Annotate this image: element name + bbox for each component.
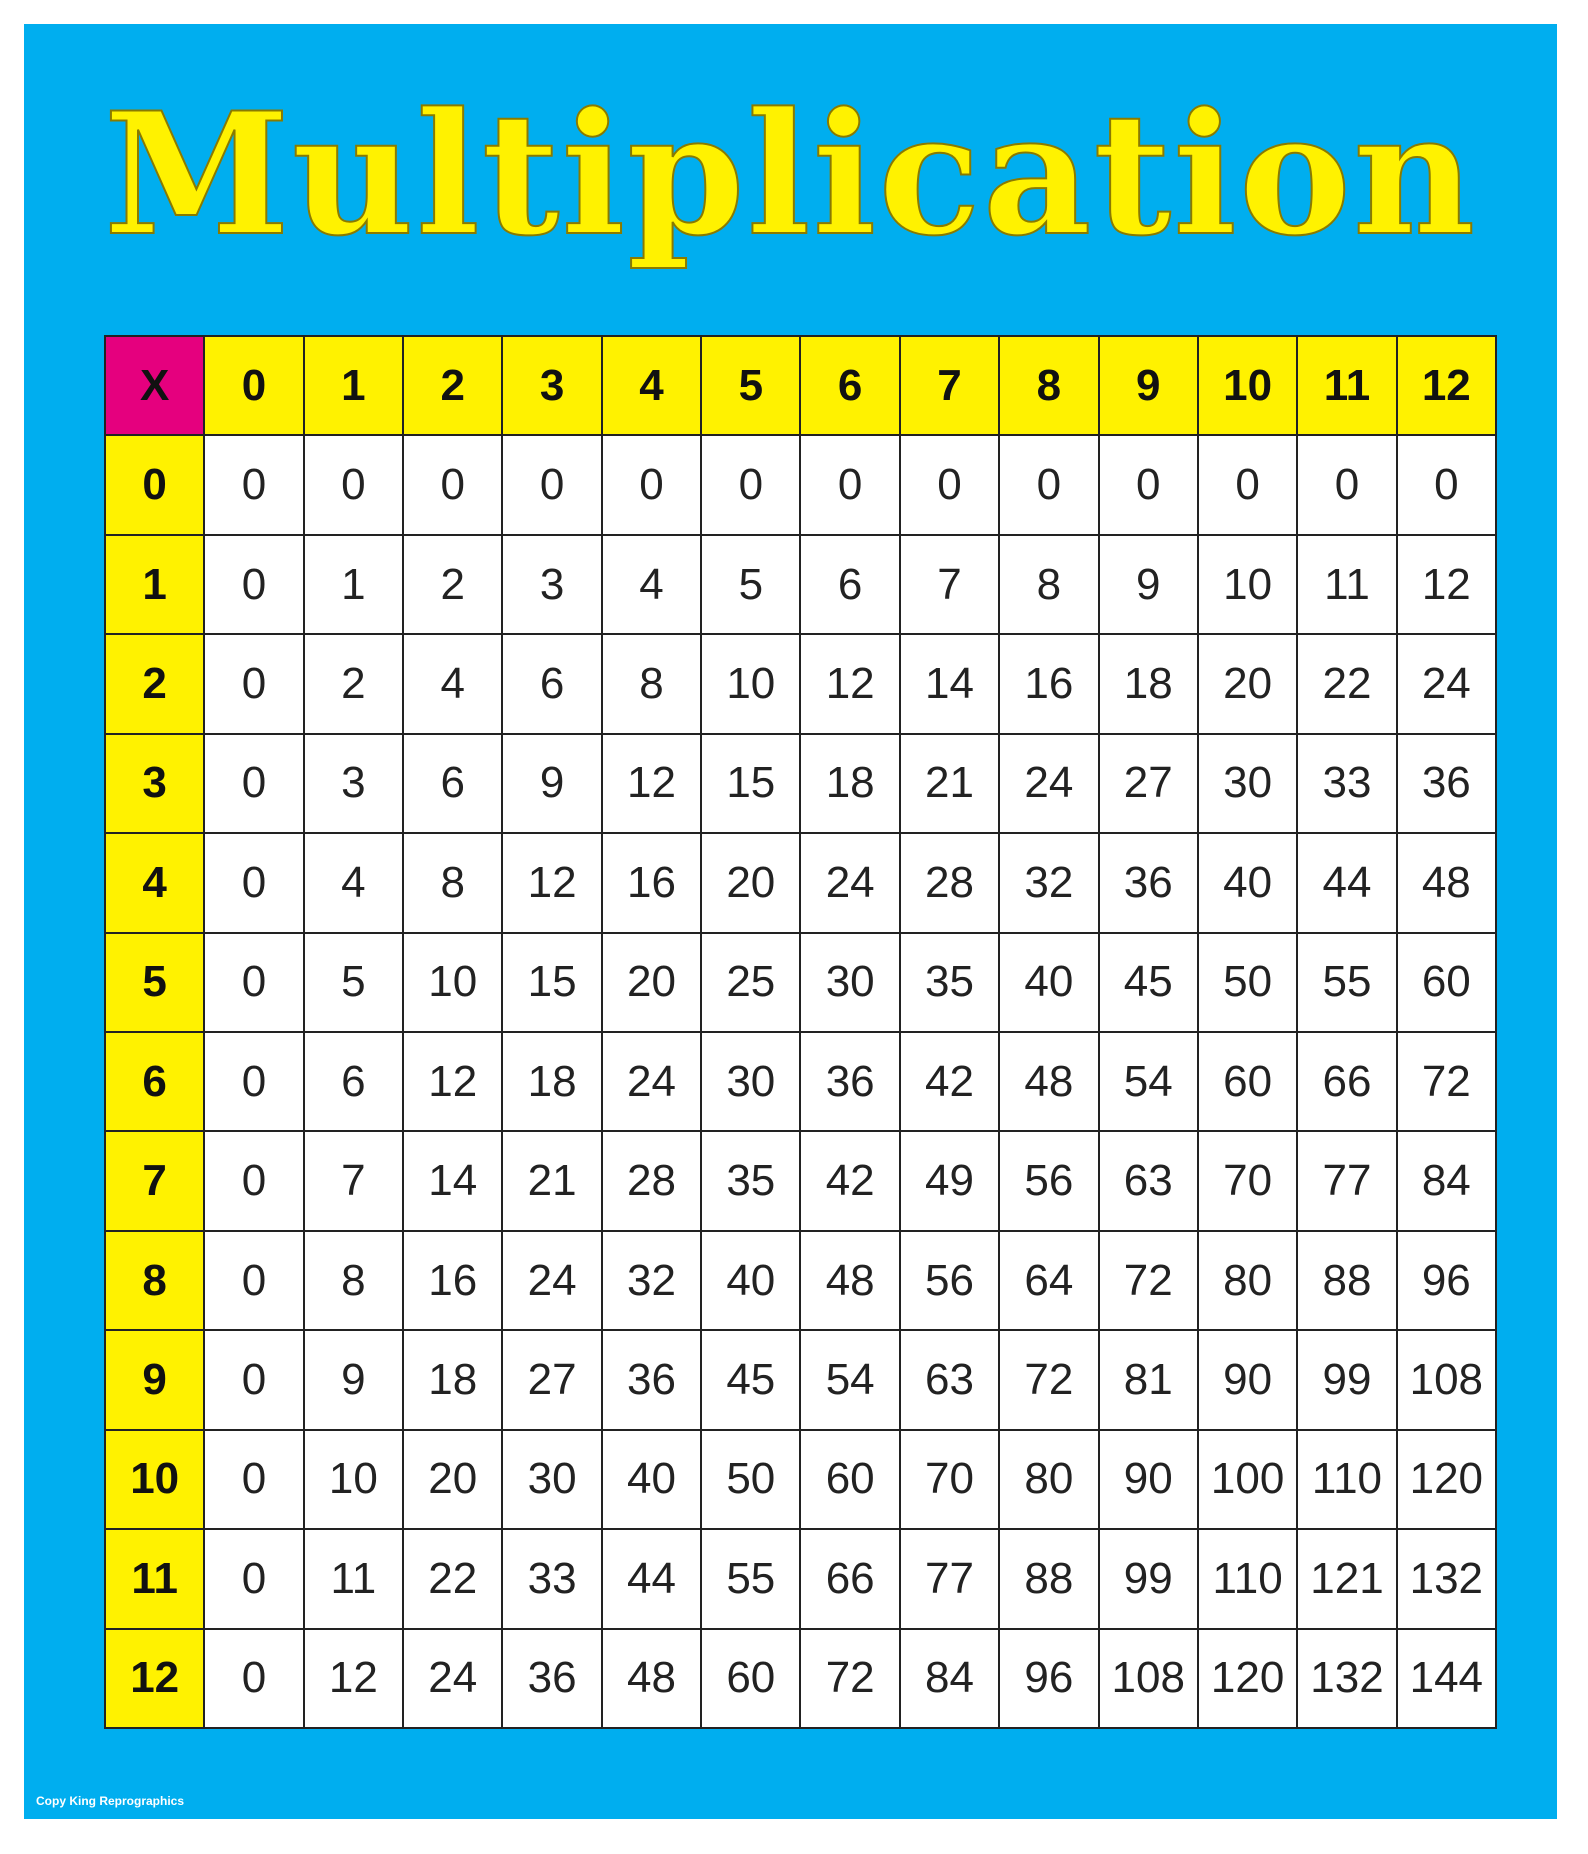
table-cell: 56 [901, 1232, 1000, 1331]
table-cell: 36 [1100, 834, 1199, 933]
row-header-12: 12 [106, 1630, 205, 1729]
table-cell: 72 [1398, 1033, 1497, 1132]
table-cell: 0 [1199, 436, 1298, 535]
table-cell: 15 [503, 934, 602, 1033]
table-cell: 18 [404, 1331, 503, 1430]
table-cell: 30 [1199, 735, 1298, 834]
table-cell: 108 [1100, 1630, 1199, 1729]
table-cell: 42 [801, 1132, 900, 1231]
table-cell: 0 [603, 436, 702, 535]
table-cell: 100 [1199, 1431, 1298, 1530]
row-header-2: 2 [106, 635, 205, 734]
column-header-11: 11 [1298, 337, 1397, 436]
table-cell: 70 [901, 1431, 1000, 1530]
table-cell: 9 [305, 1331, 404, 1430]
table-cell: 0 [503, 436, 602, 535]
table-cell: 0 [1100, 436, 1199, 535]
table-cell: 3 [305, 735, 404, 834]
table-cell: 40 [603, 1431, 702, 1530]
table-cell: 0 [205, 635, 304, 734]
row-header-7: 7 [106, 1132, 205, 1231]
table-cell: 24 [503, 1232, 602, 1331]
table-cell: 0 [205, 1033, 304, 1132]
table-cell: 33 [503, 1530, 602, 1629]
table-cell: 0 [1000, 436, 1099, 535]
table-cell: 33 [1298, 735, 1397, 834]
table-cell: 12 [1398, 536, 1497, 635]
table-cell: 28 [901, 834, 1000, 933]
table-cell: 90 [1199, 1331, 1298, 1430]
table-cell: 12 [603, 735, 702, 834]
table-cell: 6 [305, 1033, 404, 1132]
table-cell: 80 [1000, 1431, 1099, 1530]
table-cell: 5 [305, 934, 404, 1033]
table-cell: 36 [1398, 735, 1497, 834]
table-cell: 12 [801, 635, 900, 734]
table-cell: 0 [205, 1530, 304, 1629]
table-cell: 0 [205, 735, 304, 834]
table-cell: 9 [1100, 536, 1199, 635]
table-cell: 10 [305, 1431, 404, 1530]
table-cell: 50 [702, 1431, 801, 1530]
table-cell: 22 [404, 1530, 503, 1629]
table-cell: 14 [404, 1132, 503, 1231]
column-header-10: 10 [1199, 337, 1298, 436]
table-cell: 4 [603, 536, 702, 635]
row-header-3: 3 [106, 735, 205, 834]
table-cell: 18 [801, 735, 900, 834]
table-cell: 0 [205, 1232, 304, 1331]
table-cell: 55 [1298, 934, 1397, 1033]
table-cell: 132 [1398, 1530, 1497, 1629]
table-cell: 12 [503, 834, 602, 933]
table-cell: 25 [702, 934, 801, 1033]
table-cell: 4 [404, 635, 503, 734]
table-cell: 66 [1298, 1033, 1397, 1132]
table-cell: 55 [702, 1530, 801, 1629]
table-cell: 32 [1000, 834, 1099, 933]
row-header-9: 9 [106, 1331, 205, 1430]
table-cell: 0 [205, 934, 304, 1033]
table-cell: 64 [1000, 1232, 1099, 1331]
table-cell: 63 [1100, 1132, 1199, 1231]
table-cell: 72 [1100, 1232, 1199, 1331]
table-cell: 24 [1000, 735, 1099, 834]
table-cell: 21 [901, 735, 1000, 834]
table-cell: 0 [702, 436, 801, 535]
table-cell: 16 [404, 1232, 503, 1331]
table-cell: 0 [1398, 436, 1497, 535]
table-cell: 44 [603, 1530, 702, 1629]
table-cell: 96 [1000, 1630, 1099, 1729]
table-cell: 12 [404, 1033, 503, 1132]
table-cell: 12 [305, 1630, 404, 1729]
row-header-6: 6 [106, 1033, 205, 1132]
table-cell: 84 [1398, 1132, 1497, 1231]
table-cell: 99 [1100, 1530, 1199, 1629]
table-cell: 120 [1398, 1431, 1497, 1530]
table-cell: 40 [1000, 934, 1099, 1033]
row-header-4: 4 [106, 834, 205, 933]
column-header-2: 2 [404, 337, 503, 436]
table-cell: 16 [1000, 635, 1099, 734]
table-cell: 48 [603, 1630, 702, 1729]
table-cell: 28 [603, 1132, 702, 1231]
table-cell: 22 [1298, 635, 1397, 734]
table-cell: 50 [1199, 934, 1298, 1033]
table-cell: 11 [305, 1530, 404, 1629]
table-cell: 1 [305, 536, 404, 635]
table-cell: 21 [503, 1132, 602, 1231]
table-cell: 18 [1100, 635, 1199, 734]
table-cell: 54 [801, 1331, 900, 1430]
table-cell: 72 [801, 1630, 900, 1729]
table-cell: 30 [801, 934, 900, 1033]
table-cell: 0 [404, 436, 503, 535]
table-cell: 14 [901, 635, 1000, 734]
table-cell: 45 [702, 1331, 801, 1430]
column-header-9: 9 [1100, 337, 1199, 436]
table-cell: 0 [205, 536, 304, 635]
table-cell: 6 [503, 635, 602, 734]
table-cell: 27 [1100, 735, 1199, 834]
table-cell: 77 [1298, 1132, 1397, 1231]
table-cell: 88 [1298, 1232, 1397, 1331]
table-cell: 99 [1298, 1331, 1397, 1430]
table-cell: 15 [702, 735, 801, 834]
table-cell: 6 [801, 536, 900, 635]
table-cell: 8 [1000, 536, 1099, 635]
table-cell: 16 [603, 834, 702, 933]
table-cell: 5 [702, 536, 801, 635]
column-header-0: 0 [205, 337, 304, 436]
table-cell: 60 [801, 1431, 900, 1530]
table-cell: 0 [901, 436, 1000, 535]
table-cell: 6 [404, 735, 503, 834]
footer-credit: Copy King Reprographics [36, 1794, 185, 1808]
table-cell: 11 [1298, 536, 1397, 635]
multiplication-table [104, 335, 1497, 1729]
table-cell: 70 [1199, 1132, 1298, 1231]
table-cell: 10 [702, 635, 801, 734]
table-cell: 2 [305, 635, 404, 734]
table-cell: 96 [1398, 1232, 1497, 1331]
table-cell: 60 [1398, 934, 1497, 1033]
table-cell: 110 [1199, 1530, 1298, 1629]
table-cell: 54 [1100, 1033, 1199, 1132]
table-cell: 7 [305, 1132, 404, 1231]
table-cell: 42 [901, 1033, 1000, 1132]
table-cell: 35 [702, 1132, 801, 1231]
table-cell: 56 [1000, 1132, 1099, 1231]
table-cell: 88 [1000, 1530, 1099, 1629]
table-cell: 60 [702, 1630, 801, 1729]
table-cell: 49 [901, 1132, 1000, 1231]
column-header-4: 4 [603, 337, 702, 436]
table-cell: 77 [901, 1530, 1000, 1629]
table-cell: 8 [305, 1232, 404, 1331]
column-header-3: 3 [503, 337, 602, 436]
table-cell: 24 [801, 834, 900, 933]
column-header-7: 7 [901, 337, 1000, 436]
table-cell: 0 [205, 1431, 304, 1530]
table-cell: 36 [801, 1033, 900, 1132]
table-cell: 9 [503, 735, 602, 834]
table-cell: 35 [901, 934, 1000, 1033]
table-cell: 3 [503, 536, 602, 635]
table-cell: 32 [603, 1232, 702, 1331]
table-cell: 48 [1000, 1033, 1099, 1132]
table-cell: 48 [1398, 834, 1497, 933]
table-cell: 72 [1000, 1331, 1099, 1430]
table-cell: 0 [205, 1132, 304, 1231]
table-cell: 20 [603, 934, 702, 1033]
corner-cell: X [106, 337, 205, 436]
page-title: Multiplication [103, 75, 1478, 273]
table-cell: 24 [1398, 635, 1497, 734]
row-header-10: 10 [106, 1431, 205, 1530]
table-cell: 66 [801, 1530, 900, 1629]
row-header-1: 1 [106, 536, 205, 635]
row-header-8: 8 [106, 1232, 205, 1331]
table-cell: 0 [305, 436, 404, 535]
column-header-6: 6 [801, 337, 900, 436]
table-cell: 24 [603, 1033, 702, 1132]
table-cell: 10 [1199, 536, 1298, 635]
column-header-1: 1 [305, 337, 404, 436]
table-cell: 45 [1100, 934, 1199, 1033]
table-cell: 36 [603, 1331, 702, 1430]
table-cell: 24 [404, 1630, 503, 1729]
table-cell: 0 [1298, 436, 1397, 535]
table-cell: 0 [205, 1331, 304, 1430]
poster [24, 24, 1557, 1819]
table-cell: 0 [205, 436, 304, 535]
table-cell: 30 [503, 1431, 602, 1530]
table-cell: 2 [404, 536, 503, 635]
table-cell: 7 [901, 536, 1000, 635]
row-header-11: 11 [106, 1530, 205, 1629]
table-cell: 84 [901, 1630, 1000, 1729]
table-cell: 48 [801, 1232, 900, 1331]
table-cell: 81 [1100, 1331, 1199, 1430]
table-cell: 90 [1100, 1431, 1199, 1530]
table-cell: 44 [1298, 834, 1397, 933]
table-cell: 40 [1199, 834, 1298, 933]
row-header-0: 0 [106, 436, 205, 535]
column-header-5: 5 [702, 337, 801, 436]
table-cell: 80 [1199, 1232, 1298, 1331]
table-cell: 10 [404, 934, 503, 1033]
table-cell: 108 [1398, 1331, 1497, 1430]
table-cell: 40 [702, 1232, 801, 1331]
column-header-12: 12 [1398, 337, 1497, 436]
table-cell: 20 [1199, 635, 1298, 734]
row-header-5: 5 [106, 934, 205, 1033]
table-cell: 4 [305, 834, 404, 933]
table-cell: 120 [1199, 1630, 1298, 1729]
table-cell: 18 [503, 1033, 602, 1132]
table-cell: 110 [1298, 1431, 1397, 1530]
table-cell: 30 [702, 1033, 801, 1132]
table-cell: 8 [404, 834, 503, 933]
table-cell: 8 [603, 635, 702, 734]
table-cell: 20 [702, 834, 801, 933]
table-cell: 0 [205, 834, 304, 933]
table-cell: 63 [901, 1331, 1000, 1430]
table-cell: 0 [801, 436, 900, 535]
table-cell: 36 [503, 1630, 602, 1729]
table-cell: 20 [404, 1431, 503, 1530]
table-cell: 27 [503, 1331, 602, 1430]
table-cell: 0 [205, 1630, 304, 1729]
table-cell: 121 [1298, 1530, 1397, 1629]
table-cell: 144 [1398, 1630, 1497, 1729]
column-header-8: 8 [1000, 337, 1099, 436]
table-cell: 132 [1298, 1630, 1397, 1729]
table-cell: 60 [1199, 1033, 1298, 1132]
